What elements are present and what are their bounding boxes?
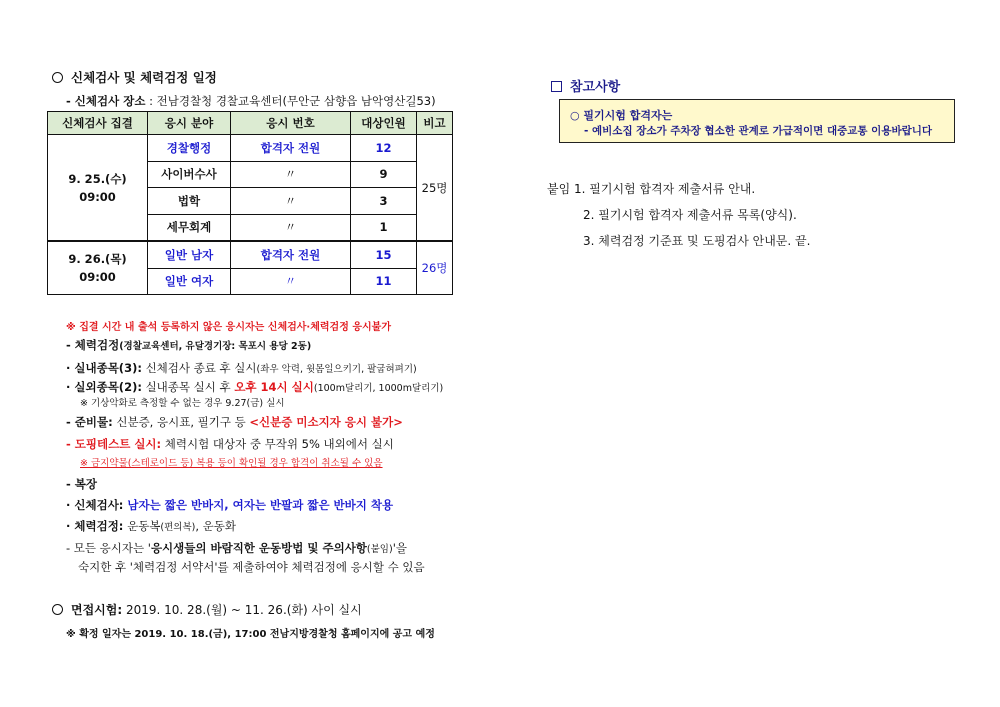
- reference-line-1: ○ 필기시험 합격자는: [570, 109, 673, 122]
- field-cell: 일반 여자: [148, 268, 231, 295]
- all-applicants-line: - 모든 응시자는 '응시생들의 바람직한 운동방법 및 주의사항(붙임)'을: [66, 541, 407, 555]
- group2-datetime: 9. 26.(목) 09:00: [48, 241, 148, 295]
- reference-box: [559, 99, 955, 143]
- section-title: 신체검사 및 체력검정 일정: [52, 68, 217, 86]
- interview-line: 면접시험: 2019. 10. 28.(월) ~ 11. 26.(화) 사이 실시: [52, 601, 362, 618]
- field-cell: 세무회계: [148, 214, 231, 241]
- doping-test-line: - 도핑테스트 실시: 체력시험 대상자 중 무작위 5% 내외에서 실시: [66, 437, 394, 451]
- header-cell: 대상인원: [351, 112, 417, 135]
- all-applicants-line-2: 숙지한 후 '체력검정 서약서'를 제출하여야 체력검정에 응시할 수 있음: [78, 560, 425, 574]
- doping-warning: ※ 금지약물(스테로이드 등) 복용 등이 확인될 경우 합격이 취소될 수 있음: [80, 458, 383, 469]
- attire-physical-line: · 신체검사: 남자는 짧은 반바지, 여자는 반팔과 짧은 반바지 착용: [66, 498, 394, 512]
- preparations-line: - 준비물: 신분증, 응시표, 필기구 등 <신분증 미소지자 응시 불가>: [66, 415, 403, 429]
- table-row: [48, 135, 453, 162]
- interview-note: ※ 확정 일자는 2019. 10. 18.(금), 17:00 전남지방경찰청 홈페이지에 공고 예정: [66, 629, 435, 640]
- attachment-1: 붙임 1. 필기시험 합격자 제출서류 안내.: [547, 182, 756, 196]
- schedule-table: [47, 111, 453, 295]
- header-cell: 비고: [417, 112, 453, 135]
- header-cell: 응시 번호: [231, 112, 351, 135]
- field-cell: 경찰행정: [148, 135, 231, 162]
- header-cell: 응시 분야: [148, 112, 231, 135]
- attachment-2: 2. 필기시험 합격자 제출서류 목록(양식).: [583, 208, 797, 222]
- reference-title: 참고사항: [551, 76, 620, 95]
- outdoor-events-line: · 실외종목(2): 실내종목 실시 후 오후 14시 실시(100m달리기, 1000m달리기): [66, 380, 444, 394]
- field-cell: 일반 남자: [148, 241, 231, 268]
- header-cell: 신체검사 집결: [48, 112, 148, 135]
- square-bullet-icon: [551, 81, 562, 92]
- circle-bullet-icon: [52, 604, 63, 615]
- group1-note: 25명: [417, 135, 453, 242]
- attire-fitness-line: · 체력검정: 운동복(편의복), 운동화: [66, 519, 236, 533]
- field-cell: 사이버수사: [148, 161, 231, 188]
- number-cell: 합격자 전원: [231, 135, 351, 162]
- group1-datetime: 9. 25.(수) 09:00: [48, 135, 148, 242]
- table-header-row: [48, 112, 453, 135]
- group2-note: 26명: [417, 241, 453, 295]
- location-line: - 신체검사 장소 : 전남경찰청 경찰교육센터(무안군 삼향읍 남악영산길53): [66, 94, 436, 108]
- attire-heading: - 복장: [66, 477, 97, 491]
- count-cell: 15: [351, 241, 417, 268]
- circle-bullet-icon: [52, 72, 63, 83]
- number-cell: 〃: [231, 214, 351, 241]
- reference-line-2: - 예비소집 장소가 주차장 협소한 관계로 가급적이면 대중교통 이용바랍니다: [584, 125, 933, 137]
- count-cell: 3: [351, 188, 417, 215]
- field-cell: 법학: [148, 188, 231, 215]
- weather-note: ※ 기상악화로 측정할 수 없는 경우 9.27(금) 실시: [80, 398, 285, 409]
- fitness-test-line: - 체력검정(경찰교육센터, 유달경기장: 목포시 용당 2동): [66, 338, 312, 352]
- table-row: [48, 241, 453, 268]
- number-cell: 〃: [231, 188, 351, 215]
- count-cell: 12: [351, 135, 417, 162]
- indoor-events-line: · 실내종목(3): 신체검사 종료 후 실시(좌우 악력, 윗몸일으키기, 팔굽혀펴기): [66, 361, 417, 375]
- count-cell: 9: [351, 161, 417, 188]
- count-cell: 1: [351, 214, 417, 241]
- number-cell: 〃: [231, 161, 351, 188]
- number-cell: 〃: [231, 268, 351, 295]
- number-cell: 합격자 전원: [231, 241, 351, 268]
- attachment-3: 3. 체력검정 기준표 및 도핑검사 안내문. 끝.: [583, 234, 811, 248]
- attendance-notice: ※ 집결 시간 내 출석 등록하지 않은 응시자는 신체검사·체력검정 응시불가: [66, 322, 391, 333]
- count-cell: 11: [351, 268, 417, 295]
